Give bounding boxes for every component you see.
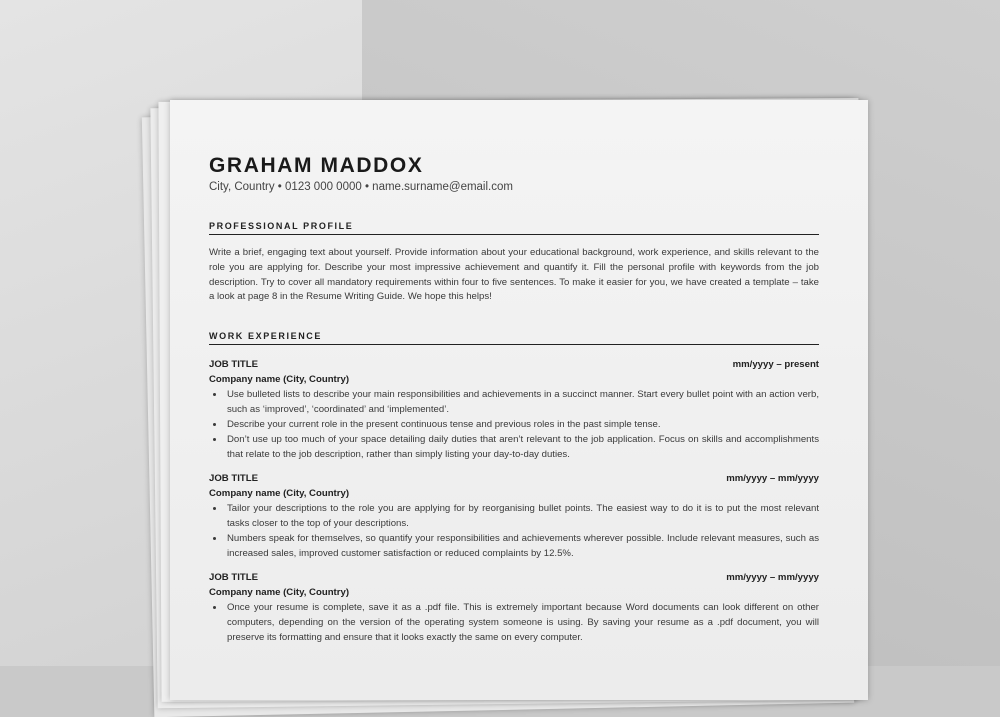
bullet-item: • Don’t use up too much of your space detailing daily duties that aren’t relevant to the job application. Focus on skills and accomplishments that relate to the job description, rather than simply listing your day-to-day duties. — [225, 432, 819, 462]
job-title: JOB TITLE — [209, 572, 259, 584]
job-entry — [209, 570, 819, 645]
job-list — [209, 357, 819, 645]
bullet-item: • Numbers speak for themselves, so quantify your responsibilities and achievements wherever possible. Include relevant measures, such as increased sales, improved customer satisfaction or reduced complaints by 12.5%. — [225, 531, 819, 561]
job-title: JOB TITLE — [209, 359, 259, 371]
job-dates: mm/yyyy – mm/yyyy — [726, 572, 819, 584]
job-title: JOB TITLE — [209, 473, 259, 485]
bullet-item: • Once your resume is complete, save it as a .pdf file. This is extremely important because Word documents can look different on other computers, depending on the version of the operating system someone is using. By saving your resume as a .pdf document, you will preserve its formatting and ensure that it looks exactly the same on every computer. — [225, 600, 819, 645]
section-heading-profile: PROFESSIONAL PROFILE — [209, 221, 819, 235]
company-name: Company name (City, Country) — [209, 374, 350, 386]
job-entry — [209, 357, 819, 462]
company-name: Company name (City, Country) — [209, 587, 350, 599]
job-header — [209, 471, 819, 486]
job-entry — [209, 471, 819, 561]
section-heading-work: WORK EXPERIENCE — [209, 331, 819, 345]
resume-document — [209, 153, 819, 645]
profile-text: Write a brief, engaging text about yourself. Provide information about your educational background, work experience, and skills relevant to the role you are applying for. Describe your most impressive achievement and quantify it. Fill the personal profile with keywords from the job description. Try to cover all mandatory requirements within four to five sentences. To make it easier for you, we have created a template – take a look at page 8 in the Resume Writing Guide. We hope this helps! — [209, 247, 819, 303]
contact-line: City, Country • 0123 000 0000 • name.surname@email.com — [209, 181, 513, 193]
job-dates: mm/yyyy – mm/yyyy — [726, 473, 819, 485]
candidate-name: GRAHAM MADDOX — [209, 154, 424, 177]
job-header — [209, 570, 819, 585]
bullet-item: • Use bulleted lists to describe your main responsibilities and achievements in a succinct manner. Start every bullet point with an action verb, such as ‘improved’, ‘coordinated’ and ‘implemented’. — [225, 387, 819, 417]
job-header — [209, 357, 819, 372]
bullet-list — [209, 501, 819, 561]
bullet-list — [209, 387, 819, 462]
job-dates: mm/yyyy – present — [732, 359, 819, 371]
bullet-item: • Describe your current role in the present continuous tense and previous roles in the past simple tense. — [225, 417, 819, 432]
bullet-list — [209, 600, 819, 645]
company-name: Company name (City, Country) — [209, 488, 350, 500]
bullet-item: • Tailor your descriptions to the role you are applying for by reorganising bullet points. The easiest way to do it is to put the most relevant tasks closer to the top of your descriptions. — [225, 501, 819, 531]
